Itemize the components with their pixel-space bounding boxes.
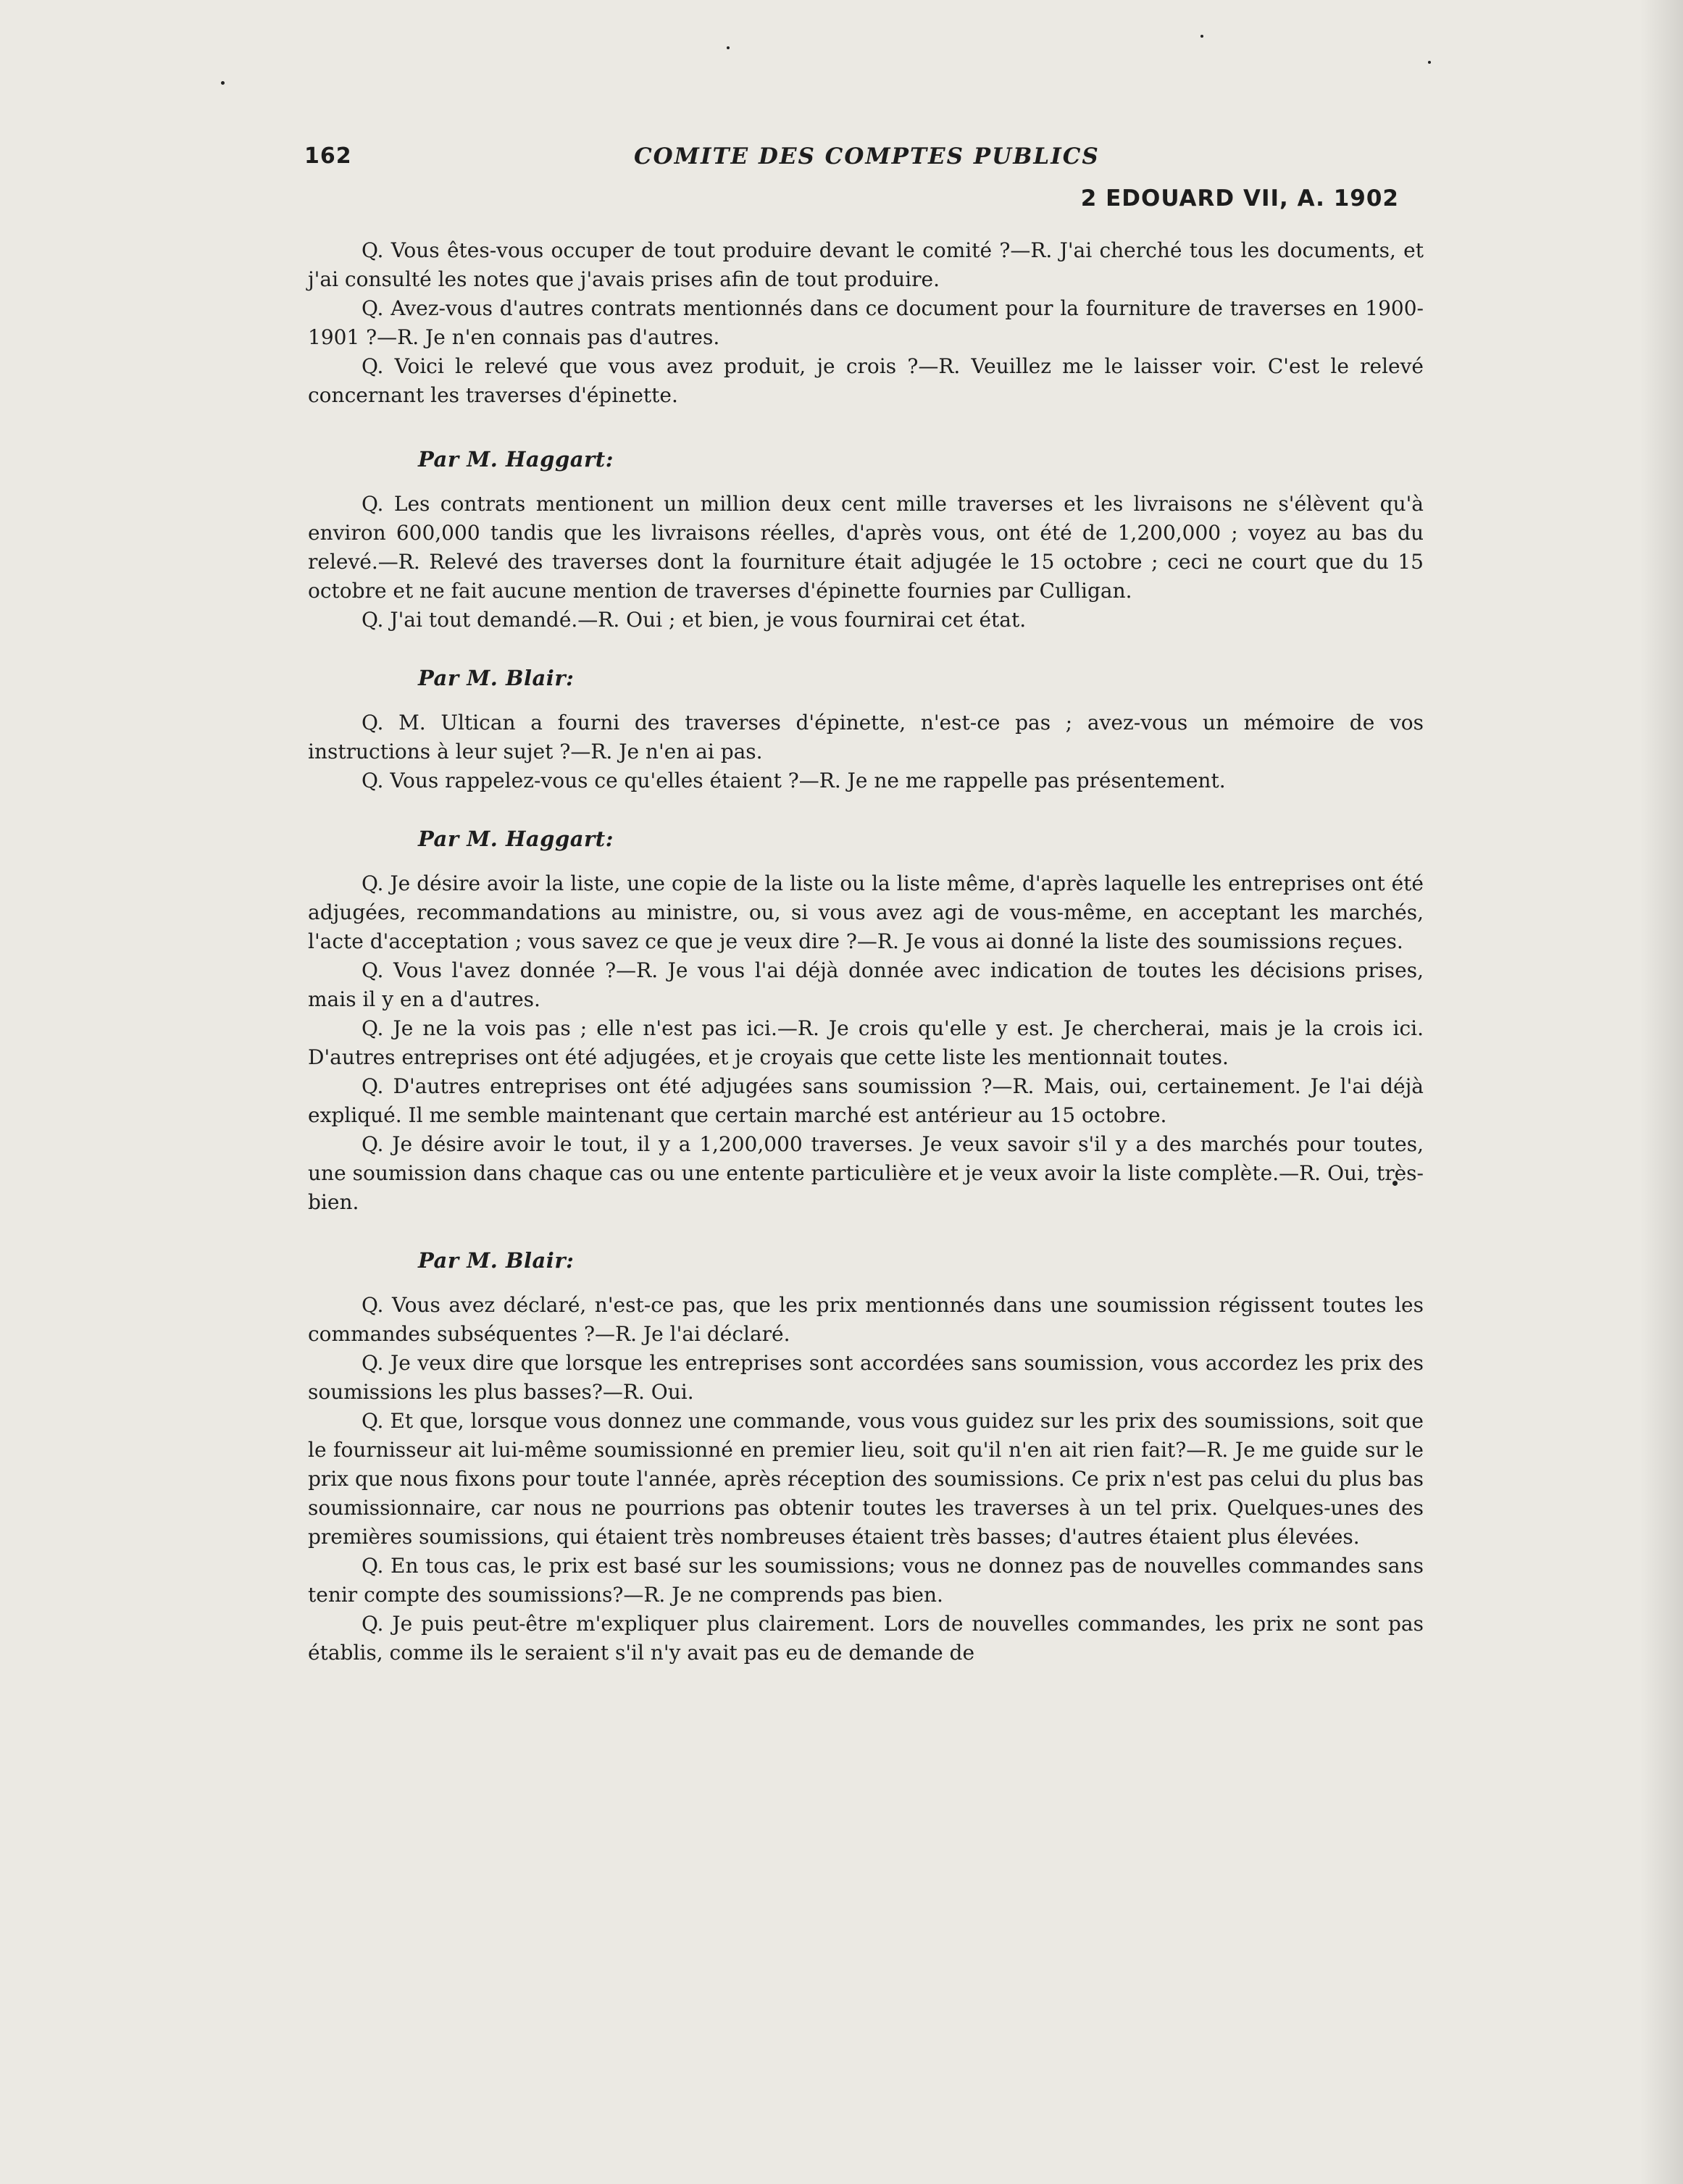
paragraph: Q. Je puis peut-être m'expliquer plus clairement. Lors de nouvelles commandes, les prix ne sont pas établis, comme ils le seraient s'il n'y avait pas eu de demande de (308, 1612, 1424, 1665)
scan-speck (1200, 35, 1203, 38)
scan-speck (727, 46, 730, 49)
paragraph: Q. D'autres entreprises ont été adjugées sans soumission ?—R. Mais, oui, certainement. Je l'ai déjà expliqué. Il me semble maintenant que certain marché est antérieur au 15 octobre. (308, 1074, 1424, 1127)
paragraph: Q. J'ai tout demandé.—R. Oui ; et bien, je vous fournirai cet état. (362, 608, 1027, 632)
paragraph: Q. Avez-vous d'autres contrats mentionnés dans ce document pour la fourniture de traverses en 1900-1901 ?—R. Je n'en connais pas d'autres. (308, 296, 1424, 349)
paragraph: Q. Vous avez déclaré, n'est-ce pas, que les prix mentionnés dans une soumission régissent toutes les commandes subséquentes ?—R. Je l'ai déclaré. (308, 1293, 1424, 1346)
paragraph: Q. Les contrats mentionent un million deux cent mille traverses et les livraisons ne s'élèvent qu'à environ 600,000 tandis que les livraisons réelles, d'après vous, ont été de 1,200,000 ; voyez au bas du relevé.—R. Relevé des traverses dont la fourniture était adjugée le 15 octobre ; ceci ne court que du 15 octobre et ne fait aucune mention de traverses d'épinette fournies par Culligan. (308, 492, 1424, 603)
scan-speck (221, 81, 225, 85)
page-header (304, 143, 1420, 172)
paragraph: Q. Vous rappelez-vous ce qu'elles étaient ?—R. Je ne me rappelle pas présentement. (362, 769, 1226, 792)
speaker-heading: Par M. Blair: (418, 1248, 575, 1273)
scan-speck (1428, 61, 1431, 64)
running-title: COMITE DES COMPTES PUBLICS (634, 143, 1100, 170)
speaker-heading: Par M. Haggart: (418, 827, 614, 851)
paragraph: Q. Et que, lorsque vous donnez une commande, vous vous guidez sur les prix des soumissions, soit que le fournisseur ait lui-même soumissionné en premier lieu, soit qu'il n'en ait rien fait?—R. Je me guide sur le prix que nous fixons pour toute l'année, après réception des soumissions. Ce prix n'est pas celui du plus bas soumissionnaire, car nous ne pourrions pas obtenir toutes les traverses à un tel prix. Quelques-unes des premières soumissions, qui étaient très nombreuses étaient très basses; d'autres étaient plus élevées. (308, 1409, 1424, 1549)
paragraph: Q. Vous êtes-vous occuper de tout produire devant le comité ?—R. J'ai cherché tous les documents, et j'ai consulté les notes que j'avais prises afin de tout produire. (308, 238, 1424, 291)
paragraph: Q. En tous cas, le prix est basé sur les soumissions; vous ne donnez pas de nouvelles commandes sans tenir compte des soumissions?—R. Je ne comprends pas bien. (308, 1554, 1424, 1607)
speaker-heading: Par M. Blair: (418, 666, 575, 690)
paragraph: Q. M. Ultican a fourni des traverses d'épinette, n'est-ce pas ; avez-vous un mémoire de vos instructions à leur sujet ?—R. Je n'en ai pas. (308, 711, 1424, 763)
paragraph: Q. Je désire avoir la liste, une copie de la liste ou la liste même, d'après laquelle les entreprises ont été adjugées, recommandations au ministre, ou, si vous avez agi de vous-même, en acceptant les marchés, l'acte d'acceptation ; vous savez ce que je veux dire ?—R. Je vous ai donné la liste des soumissions reçues. (308, 871, 1424, 953)
body-text (308, 236, 1424, 1668)
paragraph: Q. Vous l'avez donnée ?—R. Je vous l'ai déjà donnée avec indication de toutes les décisions prises, mais il y en a d'autres. (308, 958, 1424, 1011)
speaker-heading: Par M. Haggart: (418, 447, 614, 472)
paragraph: Q. Je ne la vois pas ; elle n'est pas ici.—R. Je crois qu'elle y est. Je chercherai, mais je la crois ici. D'autres entreprises ont été adjugées, et je croyais que cette liste les mentionnait toutes. (308, 1016, 1424, 1069)
edition-line: 2 EDOUARD VII, A. 1902 (1080, 185, 1399, 212)
paragraph: Q. Je veux dire que lorsque les entreprises sont accordées sans soumission, vous accordez les prix des soumissions les plus basses?—R. Oui. (308, 1351, 1424, 1404)
page-number: 162 (304, 143, 352, 169)
page-edge-shadow (1640, 0, 1683, 2184)
paragraph: Q. Je désire avoir le tout, il y a 1,200,000 traverses. Je veux savoir s'il y a des marchés pour toutes, une soumission dans chaque cas ou une entente particulière et je veux avoir la liste complète.—R. Oui, très-bien. (308, 1132, 1424, 1214)
paragraph: Q. Voici le relevé que vous avez produit, je crois ?—R. Veuillez me le laisser voir. C'est le relevé concernant les traverses d'épinette. (308, 354, 1424, 407)
